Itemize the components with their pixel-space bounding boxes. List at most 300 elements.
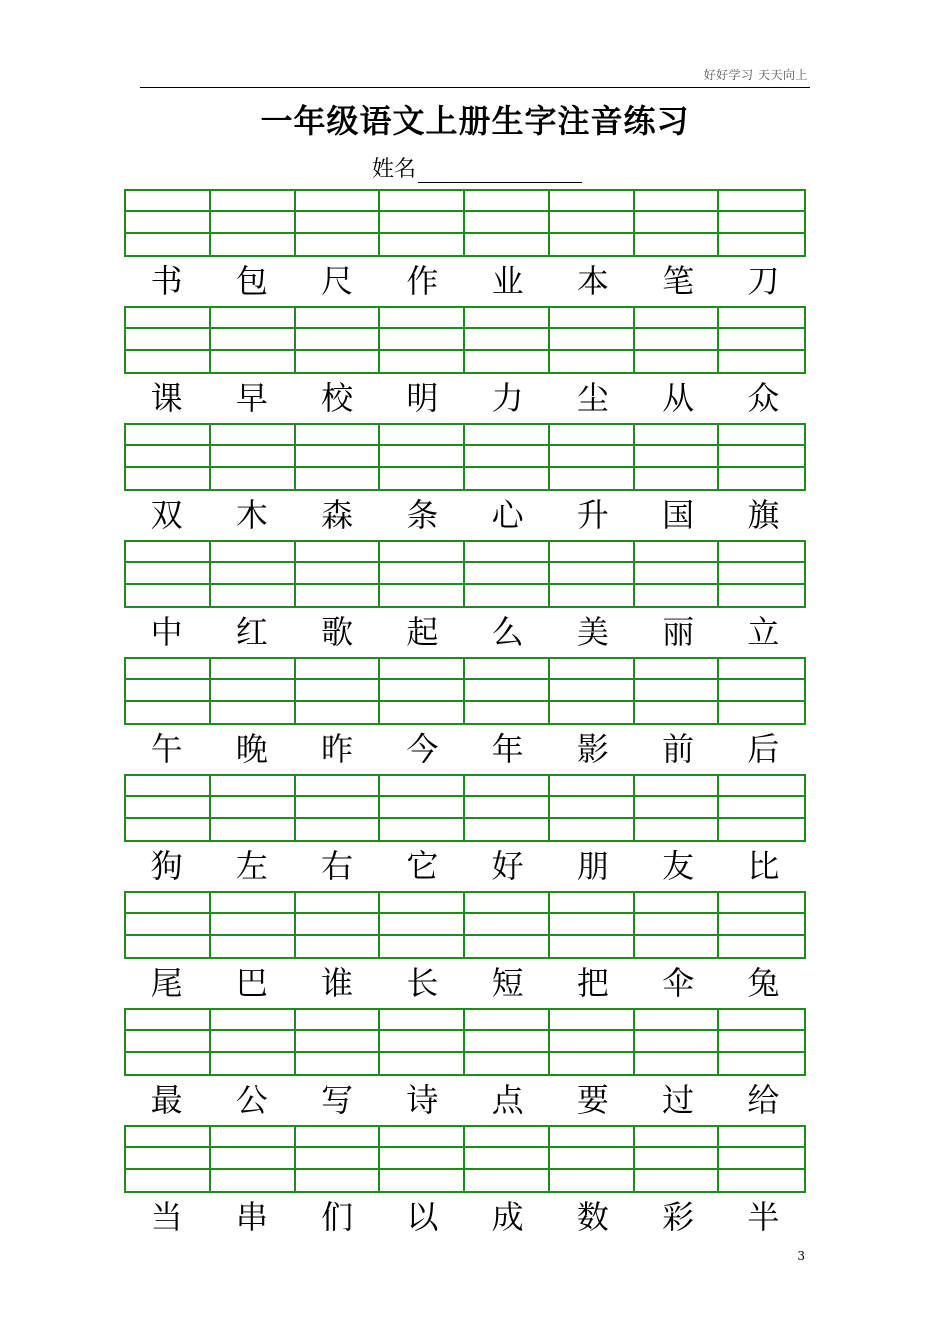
character: 立 <box>747 613 780 651</box>
pinyin-cell[interactable] <box>126 819 211 840</box>
pinyin-cell[interactable] <box>211 585 296 606</box>
character: 众 <box>747 379 780 417</box>
pinyin-cell[interactable] <box>719 680 804 701</box>
pinyin-cell[interactable] <box>380 1127 465 1148</box>
pinyin-cell[interactable] <box>465 893 550 914</box>
pinyin-cell[interactable] <box>550 468 635 489</box>
pinyin-cell[interactable] <box>126 680 211 701</box>
pinyin-cell[interactable] <box>550 1031 635 1052</box>
pinyin-cell[interactable] <box>719 542 804 563</box>
pinyin-cell[interactable] <box>719 351 804 372</box>
pinyin-cell[interactable] <box>296 1031 381 1052</box>
character: 影 <box>576 730 609 768</box>
pinyin-cell[interactable] <box>465 1031 550 1052</box>
pinyin-cell[interactable] <box>126 212 211 233</box>
pinyin-cell[interactable] <box>211 914 296 935</box>
pinyin-cell[interactable] <box>296 234 381 255</box>
pinyin-cell[interactable] <box>550 585 635 606</box>
pinyin-cell[interactable] <box>211 191 296 212</box>
pinyin-cell[interactable] <box>635 893 720 914</box>
practice-block <box>124 1008 806 1125</box>
pinyin-cell[interactable] <box>380 776 465 797</box>
pinyin-cell[interactable] <box>296 797 381 818</box>
character: 包 <box>235 262 268 300</box>
character: 巴 <box>235 964 268 1002</box>
pinyin-cell[interactable] <box>126 446 211 467</box>
character: 明 <box>406 379 439 417</box>
character: 公 <box>235 1081 268 1119</box>
character: 么 <box>491 613 524 651</box>
pinyin-cell[interactable] <box>465 1170 550 1191</box>
pinyin-cell[interactable] <box>296 191 381 212</box>
pinyin-cell[interactable] <box>380 1053 465 1074</box>
pinyin-grid <box>124 1125 806 1193</box>
pinyin-cell[interactable] <box>211 819 296 840</box>
pinyin-cell[interactable] <box>635 329 720 350</box>
pinyin-cell[interactable] <box>465 914 550 935</box>
practice-block <box>124 189 806 306</box>
pinyin-cell[interactable] <box>296 542 381 563</box>
pinyin-cell[interactable] <box>296 446 381 467</box>
pinyin-cell[interactable] <box>719 425 804 446</box>
pinyin-cell[interactable] <box>296 893 381 914</box>
character: 尺 <box>321 262 354 300</box>
pinyin-cell[interactable] <box>380 585 465 606</box>
pinyin-cell[interactable] <box>380 191 465 212</box>
character: 国 <box>662 496 695 534</box>
character-row <box>124 725 806 774</box>
pinyin-cell[interactable] <box>465 1010 550 1031</box>
pinyin-cell[interactable] <box>635 234 720 255</box>
pinyin-cell[interactable] <box>296 702 381 723</box>
page-number: 3 <box>797 1249 805 1263</box>
character: 半 <box>747 1198 780 1236</box>
pinyin-cell[interactable] <box>635 819 720 840</box>
pinyin-cell[interactable] <box>211 680 296 701</box>
pinyin-cell[interactable] <box>550 797 635 818</box>
practice-block <box>124 657 806 774</box>
pinyin-cell[interactable] <box>211 329 296 350</box>
practice-block <box>124 774 806 891</box>
pinyin-grid <box>124 306 806 374</box>
pinyin-cell[interactable] <box>211 659 296 680</box>
character: 美 <box>576 613 609 651</box>
pinyin-cell[interactable] <box>719 1127 804 1148</box>
character: 右 <box>321 847 354 885</box>
pinyin-cell[interactable] <box>211 468 296 489</box>
pinyin-cell[interactable] <box>211 425 296 446</box>
pinyin-cell[interactable] <box>550 1127 635 1148</box>
character: 本 <box>576 262 609 300</box>
pinyin-cell[interactable] <box>550 1053 635 1074</box>
pinyin-cell[interactable] <box>380 468 465 489</box>
character: 今 <box>406 730 439 768</box>
pinyin-cell[interactable] <box>211 212 296 233</box>
pinyin-cell[interactable] <box>211 936 296 957</box>
pinyin-cell[interactable] <box>126 329 211 350</box>
pinyin-cell[interactable] <box>550 308 635 329</box>
pinyin-cell[interactable] <box>211 702 296 723</box>
character: 朋 <box>576 847 609 885</box>
pinyin-cell[interactable] <box>211 308 296 329</box>
character: 尾 <box>150 964 183 1002</box>
pinyin-cell[interactable] <box>635 776 720 797</box>
practice-block <box>124 891 806 1008</box>
pinyin-cell[interactable] <box>380 659 465 680</box>
pinyin-cell[interactable] <box>465 308 550 329</box>
pinyin-cell[interactable] <box>126 425 211 446</box>
pinyin-cell[interactable] <box>380 212 465 233</box>
character: 它 <box>406 847 439 885</box>
pinyin-cell[interactable] <box>296 914 381 935</box>
pinyin-cell[interactable] <box>719 893 804 914</box>
pinyin-cell[interactable] <box>635 797 720 818</box>
pinyin-cell[interactable] <box>465 702 550 723</box>
pinyin-cell[interactable] <box>635 446 720 467</box>
character: 短 <box>491 964 524 1002</box>
character-row <box>124 959 806 1008</box>
pinyin-cell[interactable] <box>211 1010 296 1031</box>
character: 课 <box>150 379 183 417</box>
pinyin-cell[interactable] <box>211 234 296 255</box>
pinyin-cell[interactable] <box>380 914 465 935</box>
pinyin-cell[interactable] <box>380 563 465 584</box>
pinyin-cell[interactable] <box>465 468 550 489</box>
pinyin-cell[interactable] <box>126 234 211 255</box>
pinyin-cell[interactable] <box>211 893 296 914</box>
pinyin-cell[interactable] <box>550 212 635 233</box>
character-row <box>124 842 806 891</box>
pinyin-cell[interactable] <box>719 329 804 350</box>
pinyin-cell[interactable] <box>719 446 804 467</box>
page-title: 一年级语文上册生字注音练习 <box>260 102 690 140</box>
pinyin-cell[interactable] <box>380 702 465 723</box>
pinyin-cell[interactable] <box>719 1170 804 1191</box>
pinyin-cell[interactable] <box>719 1031 804 1052</box>
character: 书 <box>150 262 183 300</box>
pinyin-cell[interactable] <box>211 446 296 467</box>
pinyin-cell[interactable] <box>380 1170 465 1191</box>
pinyin-cell[interactable] <box>719 659 804 680</box>
pinyin-grid <box>124 774 806 842</box>
character: 丽 <box>662 613 695 651</box>
pinyin-cell[interactable] <box>550 936 635 957</box>
character-row <box>124 1076 806 1125</box>
character: 刀 <box>747 262 780 300</box>
character: 长 <box>406 964 439 1002</box>
pinyin-cell[interactable] <box>719 936 804 957</box>
pinyin-cell[interactable] <box>296 468 381 489</box>
pinyin-cell[interactable] <box>126 1127 211 1148</box>
pinyin-cell[interactable] <box>296 1170 381 1191</box>
pinyin-cell[interactable] <box>296 329 381 350</box>
name-label: 姓名 <box>372 157 417 182</box>
pinyin-cell[interactable] <box>635 680 720 701</box>
pinyin-cell[interactable] <box>126 1031 211 1052</box>
pinyin-cell[interactable] <box>635 936 720 957</box>
pinyin-cell[interactable] <box>465 351 550 372</box>
pinyin-cell[interactable] <box>380 234 465 255</box>
pinyin-grid <box>124 657 806 725</box>
pinyin-cell[interactable] <box>465 659 550 680</box>
character: 力 <box>491 379 524 417</box>
pinyin-cell[interactable] <box>211 1053 296 1074</box>
pinyin-cell[interactable] <box>719 1148 804 1169</box>
pinyin-cell[interactable] <box>211 1127 296 1148</box>
pinyin-cell[interactable] <box>380 819 465 840</box>
character: 歌 <box>321 613 354 651</box>
pinyin-cell[interactable] <box>550 914 635 935</box>
pinyin-cell[interactable] <box>296 936 381 957</box>
pinyin-cell[interactable] <box>550 1148 635 1169</box>
character: 年 <box>491 730 524 768</box>
character: 串 <box>235 1198 268 1236</box>
pinyin-cell[interactable] <box>635 1127 720 1148</box>
pinyin-cell[interactable] <box>380 1031 465 1052</box>
character: 作 <box>406 262 439 300</box>
pinyin-cell[interactable] <box>550 680 635 701</box>
pinyin-cell[interactable] <box>550 1170 635 1191</box>
pinyin-cell[interactable] <box>296 1127 381 1148</box>
pinyin-cell[interactable] <box>550 329 635 350</box>
pinyin-cell[interactable] <box>296 425 381 446</box>
pinyin-cell[interactable] <box>719 914 804 935</box>
pinyin-cell[interactable] <box>719 308 804 329</box>
character: 把 <box>576 964 609 1002</box>
pinyin-cell[interactable] <box>380 893 465 914</box>
pinyin-cell[interactable] <box>550 776 635 797</box>
character: 从 <box>662 379 695 417</box>
pinyin-cell[interactable] <box>465 329 550 350</box>
pinyin-cell[interactable] <box>465 425 550 446</box>
character: 双 <box>150 496 183 534</box>
pinyin-cell[interactable] <box>296 659 381 680</box>
character: 彩 <box>662 1198 695 1236</box>
pinyin-cell[interactable] <box>211 1170 296 1191</box>
pinyin-cell[interactable] <box>380 542 465 563</box>
character-row <box>124 257 806 306</box>
page-header-text: 好好学习 天天向上 <box>703 68 808 82</box>
character: 校 <box>321 379 354 417</box>
pinyin-cell[interactable] <box>465 1127 550 1148</box>
pinyin-cell[interactable] <box>719 563 804 584</box>
pinyin-cell[interactable] <box>211 1031 296 1052</box>
pinyin-cell[interactable] <box>550 446 635 467</box>
character: 伞 <box>662 964 695 1002</box>
pinyin-cell[interactable] <box>296 1053 381 1074</box>
pinyin-cell[interactable] <box>211 776 296 797</box>
pinyin-cell[interactable] <box>211 797 296 818</box>
pinyin-cell[interactable] <box>380 446 465 467</box>
pinyin-cell[interactable] <box>635 308 720 329</box>
pinyin-cell[interactable] <box>550 542 635 563</box>
character: 比 <box>747 847 780 885</box>
pinyin-cell[interactable] <box>719 585 804 606</box>
pinyin-cell[interactable] <box>126 776 211 797</box>
pinyin-cell[interactable] <box>550 1010 635 1031</box>
name-blank-line[interactable] <box>418 156 582 183</box>
pinyin-cell[interactable] <box>635 212 720 233</box>
name-field <box>372 152 582 183</box>
character: 兔 <box>747 964 780 1002</box>
pinyin-cell[interactable] <box>550 191 635 212</box>
pinyin-cell[interactable] <box>380 351 465 372</box>
pinyin-cell[interactable] <box>380 680 465 701</box>
character-row <box>124 491 806 540</box>
pinyin-cell[interactable] <box>635 1010 720 1031</box>
pinyin-cell[interactable] <box>126 1170 211 1191</box>
character: 以 <box>406 1198 439 1236</box>
pinyin-cell[interactable] <box>465 191 550 212</box>
pinyin-cell[interactable] <box>465 585 550 606</box>
pinyin-cell[interactable] <box>465 936 550 957</box>
pinyin-cell[interactable] <box>465 680 550 701</box>
character-row <box>124 374 806 423</box>
pinyin-cell[interactable] <box>719 234 804 255</box>
pinyin-cell[interactable] <box>719 1010 804 1031</box>
pinyin-cell[interactable] <box>380 308 465 329</box>
character: 升 <box>576 496 609 534</box>
pinyin-cell[interactable] <box>719 776 804 797</box>
character: 过 <box>662 1081 695 1119</box>
character: 最 <box>150 1081 183 1119</box>
pinyin-cell[interactable] <box>126 308 211 329</box>
character: 午 <box>150 730 183 768</box>
pinyin-cell[interactable] <box>550 819 635 840</box>
character: 晚 <box>235 730 268 768</box>
pinyin-cell[interactable] <box>126 585 211 606</box>
pinyin-cell[interactable] <box>465 234 550 255</box>
pinyin-cell[interactable] <box>719 212 804 233</box>
character-row <box>124 1193 806 1242</box>
pinyin-cell[interactable] <box>296 776 381 797</box>
character: 心 <box>491 496 524 534</box>
pinyin-cell[interactable] <box>380 425 465 446</box>
worksheet <box>124 189 806 1242</box>
pinyin-cell[interactable] <box>126 702 211 723</box>
pinyin-cell[interactable] <box>550 893 635 914</box>
pinyin-cell[interactable] <box>126 1053 211 1074</box>
pinyin-cell[interactable] <box>550 351 635 372</box>
character: 起 <box>406 613 439 651</box>
pinyin-cell[interactable] <box>635 659 720 680</box>
pinyin-cell[interactable] <box>126 936 211 957</box>
pinyin-cell[interactable] <box>126 1148 211 1169</box>
pinyin-cell[interactable] <box>296 819 381 840</box>
pinyin-cell[interactable] <box>126 893 211 914</box>
pinyin-cell[interactable] <box>126 797 211 818</box>
pinyin-cell[interactable] <box>465 819 550 840</box>
pinyin-cell[interactable] <box>380 1148 465 1169</box>
character: 笔 <box>662 262 695 300</box>
pinyin-cell[interactable] <box>380 1010 465 1031</box>
character: 红 <box>235 613 268 651</box>
pinyin-cell[interactable] <box>126 542 211 563</box>
pinyin-cell[interactable] <box>635 425 720 446</box>
pinyin-cell[interactable] <box>635 1170 720 1191</box>
pinyin-cell[interactable] <box>550 659 635 680</box>
pinyin-cell[interactable] <box>635 351 720 372</box>
pinyin-cell[interactable] <box>465 563 550 584</box>
pinyin-cell[interactable] <box>635 914 720 935</box>
pinyin-cell[interactable] <box>465 542 550 563</box>
pinyin-cell[interactable] <box>635 1148 720 1169</box>
character: 们 <box>321 1198 354 1236</box>
pinyin-cell[interactable] <box>126 914 211 935</box>
pinyin-cell[interactable] <box>380 797 465 818</box>
pinyin-cell[interactable] <box>380 329 465 350</box>
pinyin-grid <box>124 540 806 608</box>
pinyin-cell[interactable] <box>296 585 381 606</box>
pinyin-cell[interactable] <box>211 542 296 563</box>
pinyin-cell[interactable] <box>296 563 381 584</box>
pinyin-cell[interactable] <box>126 191 211 212</box>
pinyin-cell[interactable] <box>550 425 635 446</box>
pinyin-cell[interactable] <box>296 680 381 701</box>
pinyin-cell[interactable] <box>380 936 465 957</box>
pinyin-cell[interactable] <box>126 563 211 584</box>
pinyin-cell[interactable] <box>635 468 720 489</box>
pinyin-grid <box>124 1008 806 1076</box>
pinyin-cell[interactable] <box>211 563 296 584</box>
pinyin-cell[interactable] <box>211 1148 296 1169</box>
pinyin-cell[interactable] <box>465 1148 550 1169</box>
character: 数 <box>576 1198 609 1236</box>
character: 前 <box>662 730 695 768</box>
pinyin-cell[interactable] <box>126 351 211 372</box>
pinyin-cell[interactable] <box>296 1010 381 1031</box>
practice-block <box>124 306 806 423</box>
pinyin-cell[interactable] <box>550 563 635 584</box>
character: 狗 <box>150 847 183 885</box>
pinyin-cell[interactable] <box>635 563 720 584</box>
pinyin-cell[interactable] <box>719 191 804 212</box>
pinyin-cell[interactable] <box>719 1053 804 1074</box>
pinyin-cell[interactable] <box>719 819 804 840</box>
pinyin-cell[interactable] <box>635 702 720 723</box>
practice-block <box>124 1125 806 1242</box>
pinyin-cell[interactable] <box>465 446 550 467</box>
pinyin-cell[interactable] <box>296 212 381 233</box>
pinyin-cell[interactable] <box>296 351 381 372</box>
pinyin-cell[interactable] <box>635 191 720 212</box>
pinyin-cell[interactable] <box>465 212 550 233</box>
pinyin-cell[interactable] <box>719 468 804 489</box>
pinyin-cell[interactable] <box>296 1148 381 1169</box>
pinyin-cell[interactable] <box>465 1053 550 1074</box>
pinyin-cell[interactable] <box>550 702 635 723</box>
pinyin-cell[interactable] <box>126 659 211 680</box>
pinyin-cell[interactable] <box>635 1053 720 1074</box>
pinyin-cell[interactable] <box>719 702 804 723</box>
pinyin-cell[interactable] <box>635 1031 720 1052</box>
character: 中 <box>150 613 183 651</box>
pinyin-cell[interactable] <box>211 351 296 372</box>
pinyin-cell[interactable] <box>635 585 720 606</box>
character: 旗 <box>747 496 780 534</box>
pinyin-grid <box>124 189 806 257</box>
pinyin-cell[interactable] <box>296 308 381 329</box>
pinyin-cell[interactable] <box>635 542 720 563</box>
header-rule <box>140 87 810 88</box>
pinyin-cell[interactable] <box>126 468 211 489</box>
pinyin-cell[interactable] <box>465 776 550 797</box>
pinyin-cell[interactable] <box>719 797 804 818</box>
pinyin-cell[interactable] <box>126 1010 211 1031</box>
pinyin-cell[interactable] <box>465 797 550 818</box>
pinyin-cell[interactable] <box>550 234 635 255</box>
pinyin-grid <box>124 423 806 491</box>
